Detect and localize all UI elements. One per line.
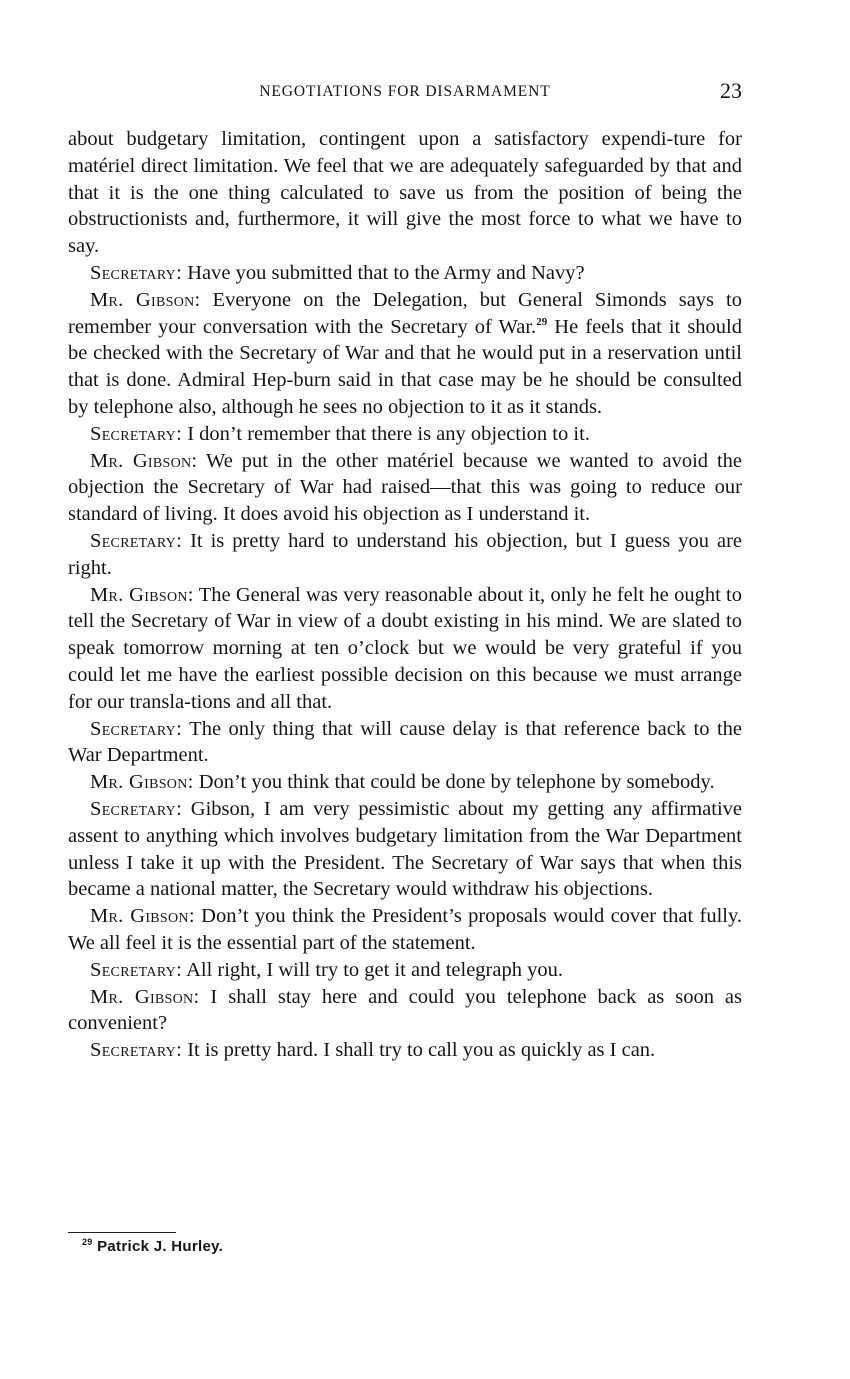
speaker-label: Mr. Gibson:	[90, 288, 201, 311]
footnote-mark: 29	[82, 1237, 93, 1247]
dialogue-paragraph	[68, 1037, 742, 1064]
speaker-label: Secretary:	[90, 529, 183, 552]
speaker-label: Secretary:	[90, 1039, 183, 1062]
running-title: NEGOTIATIONS FOR DISARMAMENT	[259, 83, 551, 100]
speaker-label: Secretary:	[90, 958, 183, 981]
paragraph-text: We put in the other matériel because we wanted to avoid the objection the Secretary of War had raised—that this was going to reduce our standard of living. It does avoid his objection as I understand it.	[68, 449, 742, 526]
paragraph-text: The General was very reasonable about it, only he felt he ought to tell the Secretary of War in view of a doubt existing in his mind. We are slated to speak tomorrow morning at ten o’clock but we would be very grateful if you could let me have the earliest possible decision on this because we must arrange for our transla-tions and all that.	[68, 583, 742, 713]
dialogue-paragraph	[68, 260, 742, 287]
dialogue-paragraph	[68, 421, 742, 448]
paragraph-text: All right, I will try to get it and telegraph you.	[182, 958, 563, 981]
speaker-label: Mr. Gibson:	[90, 771, 194, 794]
speaker-label: Mr. Gibson:	[90, 905, 195, 928]
paragraph-text: about budgetary limitation, contingent upon a satisfactory expendi-ture for matériel direct limitation. We feel that we are adequately safeguarded by that and that it is the one thing calculated to save us from the position of being the obstructionists and, furthermore, it will give the most force to what we have to say.	[68, 128, 742, 258]
dialogue-paragraph	[68, 287, 742, 421]
body-text	[68, 126, 742, 1064]
dialogue-paragraph	[68, 582, 742, 716]
dialogue-paragraph	[68, 769, 742, 796]
footnote-reference: 29	[536, 315, 548, 328]
speaker-label: Mr. Gibson:	[90, 583, 194, 606]
paragraph-text: I shall stay here and could you telephone back as soon as convenient?	[68, 985, 742, 1035]
footnote-text: Patrick J. Hurley.	[97, 1238, 224, 1255]
speaker-label: Mr. Gibson:	[90, 985, 200, 1008]
paragraph-text: It is pretty hard. I shall try to call you as quickly as I can.	[182, 1039, 656, 1062]
dialogue-paragraph	[68, 957, 742, 984]
paragraph-text: Gibson, I am very pessimistic about my getting any affirmative assent to anything which involves budgetary limitation from the War Department unless I take it up with the President. The Secretary of War says that when this became a national matter, the Secretary would withdraw his objections.	[68, 797, 742, 901]
page-number: 23	[720, 78, 742, 103]
paragraph-text: I don’t remember that there is any objection to it.	[182, 422, 590, 445]
dialogue-paragraph	[68, 796, 742, 903]
dialogue-paragraph	[68, 984, 742, 1038]
dialogue-paragraph	[68, 903, 742, 957]
footnote	[82, 1238, 223, 1255]
footnote-divider	[68, 1232, 176, 1233]
speaker-label: Secretary:	[90, 717, 183, 740]
speaker-label: Secretary:	[90, 797, 183, 820]
paragraph-text: Don’t you think the President’s proposals would cover that fully. We all feel it is the essential part of the statement.	[68, 905, 743, 954]
paragraph-text: Don’t you think that could be done by telephone by somebody.	[193, 771, 715, 794]
dialogue-paragraph	[68, 716, 742, 770]
speaker-label: Mr. Gibson:	[90, 449, 198, 472]
paragraph-text-continued: He feels that it should be checked with the Secretary of War and that he would put in a reservation until that is done. Admiral Hep-burn said in that case may be he should be consulted by telephone also, although he sees no objection to it as it stands.	[68, 315, 742, 418]
paragraph-continuation	[68, 126, 742, 260]
running-head	[68, 80, 742, 106]
dialogue-paragraph	[68, 448, 742, 528]
paragraph-text: It is pretty hard to understand his objection, but I guess you are right.	[68, 529, 742, 579]
paragraph-text: The only thing that will cause delay is that reference back to the War Department.	[68, 717, 742, 767]
dialogue-paragraph	[68, 528, 742, 582]
speaker-label: Secretary:	[90, 422, 183, 445]
paragraph-text: Everyone on the Delegation, but General Simonds says to remember your conversation with the Secretary of War.	[68, 288, 742, 338]
paragraph-text: Have you submitted that to the Army and Navy?	[182, 261, 585, 284]
speaker-label: Secretary:	[90, 261, 183, 284]
